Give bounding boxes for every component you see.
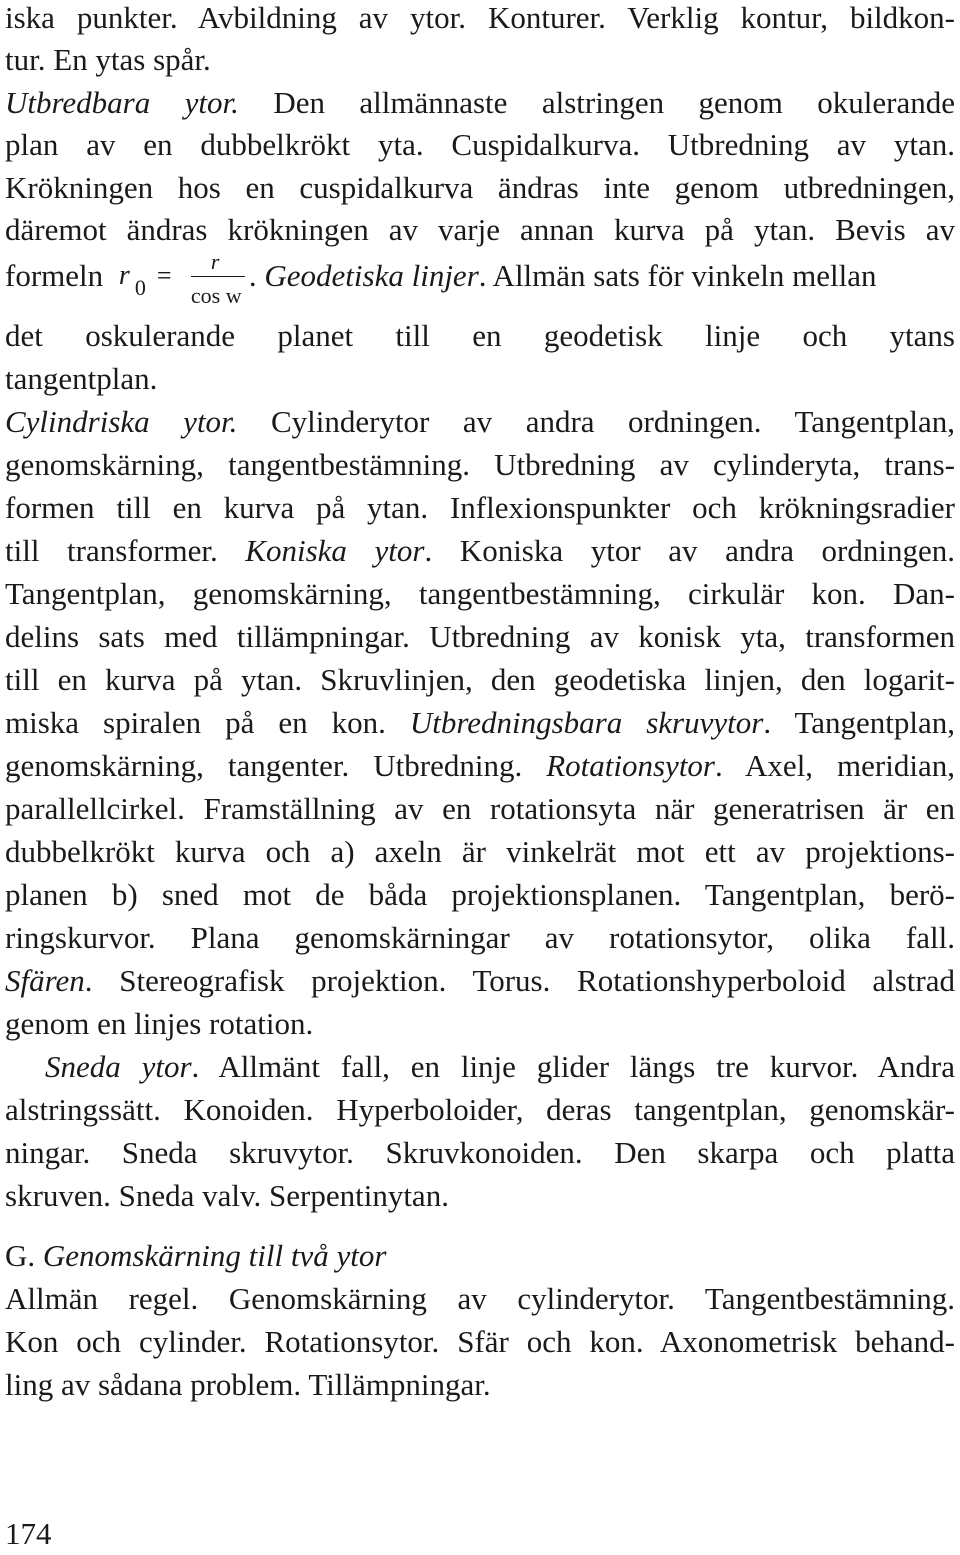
text-line: miska spiralen på en kon. Utbredningsbara skruvytor. Tangentplan, [5,705,955,740]
text-line: genomskärning, tangenter. Utbredning. Rotationsytor. Axel, meridian, [5,748,955,783]
text-line: formen till en kurva på ytan. Inflexionspunkter och krökningsradier [5,490,955,525]
text-line: plan av en dubbelkrökt yta. Cuspidalkurva. Utbredning av ytan. [5,127,955,162]
text-line: till en kurva på ytan. Skruvlinjen, den geodetiska linjen, den logarit- [5,662,955,697]
text-line: dubbelkrökt kurva och a) axeln är vinkelrät mot ett av projektions- [5,834,955,869]
text-line: däremot ändras krökningen av varje annan kurva på ytan. Bevis av [5,212,955,247]
section-heading-italic: Sneda ytor [45,1049,192,1084]
text-line: ling av sådana problem. Tillämpningar. [5,1367,491,1402]
text-line: skruven. Sneda valv. Serpentinytan. [5,1178,449,1213]
text-line: Utbredbara ytor. Den allmännaste alstringen genom okulerande [5,85,955,120]
section-heading-italic: Koniska ytor [245,533,425,568]
text-line: Krökningen hos en cuspidalkurva ändras inte genom utbredningen, [5,170,955,205]
text-line: genomskärning, tangentbestämning. Utbredning av cylinderyta, trans- [5,447,955,482]
text-line: det oskulerande planet till en geodetisk linje och ytans [5,318,955,353]
text-line: till transformer. Koniska ytor. Koniska ytor av andra ordningen. [5,533,955,568]
formula-line: formeln r 0 = r cos w . Geodetiska linjer. Allmän sats för vinkeln mellan [5,249,877,308]
text-line: tangentplan. [5,361,158,396]
text-line: Tangentplan, genomskärning, tangentbestämning, cirkulär kon. Dan- [5,576,955,611]
page-number: 174 [5,1516,52,1551]
text-line: Kon och cylinder. Rotationsytor. Sfär och kon. Axonometrisk behand- [5,1324,955,1359]
section-heading-italic: Cylindriska ytor. [5,404,238,439]
section-heading-italic: Geodetiska linjer [264,258,479,293]
section-heading-italic: Sfären [5,963,85,998]
text-line: tur. En ytas spår. [5,42,211,77]
text-line: ringskurvor. Plana genomskärningar av rotationsytor, olika fall. [5,920,955,955]
text-line: genom en linjes rotation. [5,1006,314,1041]
text-line: ningar. Sneda skruvytor. Skruvkonoiden. Den skarpa och platta [5,1135,955,1170]
text-line: Sfären. Stereografisk projektion. Torus. Rotationshyperboloid alstrad [5,963,955,998]
text-line: Sneda ytor. Allmänt fall, en linje glider längs tre kurvor. Andra [45,1049,955,1084]
text-line: Allmän regel. Genomskärning av cylinderytor. Tangentbestämning. [5,1281,955,1316]
section-heading-italic: Utbredbara ytor. [5,85,239,120]
text-line: parallellcirkel. Framställning av en rotationsyta när generatrisen är en [5,791,955,826]
section-heading-italic: Utbredningsbara skruvytor [409,705,764,740]
text-line: iska punkter. Avbildning av ytor. Konturer. Verklig kontur, bildkon- [5,0,955,35]
text-line: delins sats med tillämpningar. Utbredning av konisk yta, transformen [5,619,955,654]
fraction-bar [191,276,245,277]
formula: r 0 = r cos w [111,258,249,294]
section-heading: G. Genomskärning till två ytor [5,1238,387,1273]
section-heading-italic: Genomskärning till två ytor [42,1238,387,1273]
section-heading-italic: Rotationsytor [546,748,715,783]
text-line: alstringssätt. Konoiden. Hyperboloider, deras tangentplan, genomskär- [5,1092,955,1127]
text-line: planen b) sned mot de båda projektionsplanen. Tangentplan, berö- [5,877,955,912]
text-line: Cylindriska ytor. Cylinderytor av andra ordningen. Tangentplan, [5,404,955,439]
